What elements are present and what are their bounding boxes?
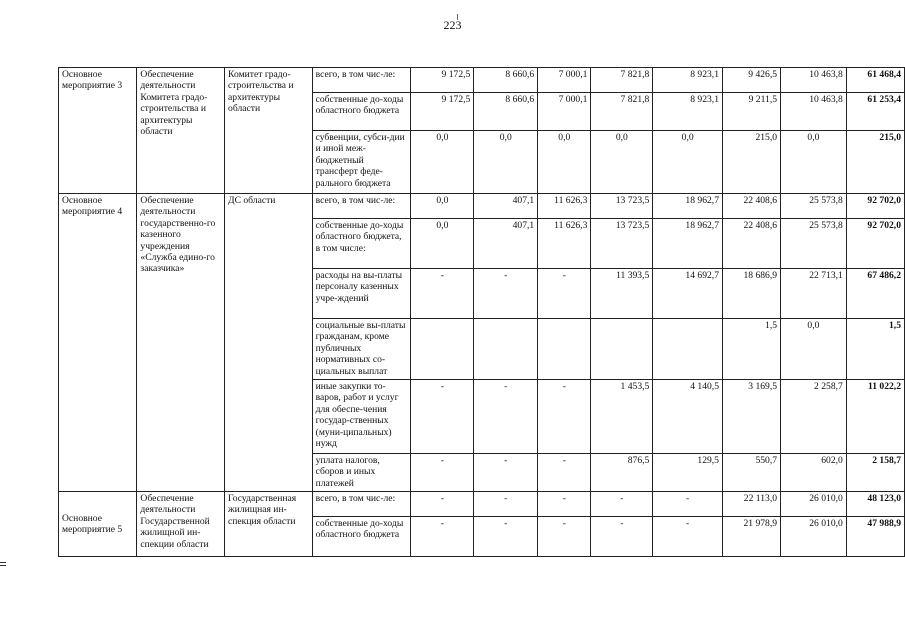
value-cell: 215,0 — [722, 131, 780, 194]
value-cell: 4 140,5 — [653, 380, 723, 454]
table-row — [59, 492, 905, 517]
funding-source: расходы на вы-платы персоналу казенных учре-ждений — [312, 269, 411, 319]
scan-edge-mark — [0, 562, 6, 566]
value-cell: - — [538, 517, 591, 557]
value-cell: 1,5 — [722, 319, 780, 380]
value-cell: 0,0 — [591, 131, 653, 194]
value-cell: - — [474, 517, 538, 557]
executor: Государственная жилищная ин-спекция области — [225, 492, 313, 557]
value-cell: 26 010,0 — [781, 492, 847, 517]
value-cell: 11 626,3 — [538, 219, 591, 269]
value-cell: - — [411, 492, 474, 517]
value-cell: 7 000,1 — [538, 68, 591, 93]
value-cell: 0,0 — [411, 219, 474, 269]
value-cell: - — [474, 380, 538, 454]
value-cell: 1 453,5 — [591, 380, 653, 454]
value-cell: 22 408,6 — [722, 194, 780, 219]
value-cell: - — [538, 269, 591, 319]
value-cell: 18 962,7 — [653, 219, 723, 269]
budget-table — [58, 67, 905, 557]
value-cell: 7 821,8 — [591, 93, 653, 131]
value-cell: 11 393,5 — [591, 269, 653, 319]
funding-source: собственные до-ходы областного бюджета — [312, 517, 411, 557]
value-cell: 21 978,9 — [722, 517, 780, 557]
value-cell: 0,0 — [411, 131, 474, 194]
value-cell: - — [591, 492, 653, 517]
value-cell: 22 713,1 — [781, 269, 847, 319]
value-cell: 602,0 — [781, 454, 847, 492]
value-cell: - — [538, 454, 591, 492]
page-number: 223 — [443, 18, 462, 32]
value-cell — [591, 319, 653, 380]
value-cell: 0,0 — [538, 131, 591, 194]
value-cell: 9 172,5 — [411, 93, 474, 131]
value-cell: - — [591, 517, 653, 557]
value-cell: 13 723,5 — [591, 194, 653, 219]
value-cell: 22 113,0 — [722, 492, 780, 517]
value-cell: 22 408,6 — [722, 219, 780, 269]
value-cell: 10 463,8 — [781, 68, 847, 93]
total-cell: 215,0 — [846, 131, 904, 194]
value-cell: 876,5 — [591, 454, 653, 492]
table-row — [59, 68, 905, 93]
measure-description: Обеспечение деятельности государственно-го казенного учреждения «Служба едино-го заказчика» — [137, 194, 225, 492]
value-cell: 0,0 — [474, 131, 538, 194]
value-cell: 0,0 — [781, 131, 847, 194]
total-cell: 48 123,0 — [846, 492, 904, 517]
value-cell — [474, 319, 538, 380]
measure-description: Обеспечение деятельности Государственной жилищной ин-спекции области — [137, 492, 225, 557]
funding-source: иные закупки то-варов, работ и услуг для обеспе-чения государ-ственных (муни-ципальных) нужд — [312, 380, 411, 454]
value-cell: 550,7 — [722, 454, 780, 492]
total-cell: 67 486,2 — [846, 269, 904, 319]
total-cell: 1,5 — [846, 319, 904, 380]
total-cell: 92 702,0 — [846, 194, 904, 219]
value-cell: 9 426,5 — [722, 68, 780, 93]
value-cell — [538, 319, 591, 380]
value-cell: 7 821,8 — [591, 68, 653, 93]
measure-name: Основное мероприятие 4 — [59, 194, 137, 492]
value-cell — [653, 319, 723, 380]
value-cell: - — [411, 269, 474, 319]
value-cell: 2 258,7 — [781, 380, 847, 454]
total-cell: 47 988,9 — [846, 517, 904, 557]
value-cell: 8 923,1 — [653, 68, 723, 93]
funding-source: всего, в том чис-ле: — [312, 492, 411, 517]
value-cell: 0,0 — [411, 194, 474, 219]
value-cell: 25 573,8 — [781, 194, 847, 219]
funding-source: уплата налогов, сборов и иных платежей — [312, 454, 411, 492]
value-cell: - — [474, 269, 538, 319]
measure-name: Основное мероприятие 5 — [59, 492, 137, 557]
total-cell: 61 468,4 — [846, 68, 904, 93]
value-cell: 10 463,8 — [781, 93, 847, 131]
value-cell: 8 923,1 — [653, 93, 723, 131]
value-cell: 18 962,7 — [653, 194, 723, 219]
executor: ДС области — [225, 194, 313, 492]
funding-source: всего, в том чис-ле: — [312, 194, 411, 219]
value-cell: 13 723,5 — [591, 219, 653, 269]
total-cell: 11 022,2 — [846, 380, 904, 454]
total-cell: 92 702,0 — [846, 219, 904, 269]
measure-name: Основное мероприятие 3 — [59, 68, 137, 194]
value-cell: - — [474, 454, 538, 492]
funding-source: собственные до-ходы областного бюджета, в том числе: — [312, 219, 411, 269]
measure-description: Обеспечение деятельности Комитета градо-строительства и архитектуры области — [137, 68, 225, 194]
value-cell: - — [411, 454, 474, 492]
executor: Комитет градо-строительства и архитектуры области — [225, 68, 313, 194]
value-cell: 407,1 — [474, 194, 538, 219]
value-cell: 11 626,3 — [538, 194, 591, 219]
value-cell: 3 169,5 — [722, 380, 780, 454]
value-cell: 7 000,1 — [538, 93, 591, 131]
value-cell: 8 660,6 — [474, 93, 538, 131]
value-cell: - — [653, 517, 723, 557]
value-cell: 0,0 — [781, 319, 847, 380]
value-cell: - — [474, 492, 538, 517]
value-cell: 25 573,8 — [781, 219, 847, 269]
value-cell: 9 211,5 — [722, 93, 780, 131]
value-cell: - — [411, 380, 474, 454]
value-cell: 129,5 — [653, 454, 723, 492]
total-cell: 61 253,4 — [846, 93, 904, 131]
value-cell: 26 010,0 — [781, 517, 847, 557]
table-row — [59, 194, 905, 219]
value-cell: 18 686,9 — [722, 269, 780, 319]
funding-source: собственные до-ходы областного бюджета — [312, 93, 411, 131]
value-cell: 0,0 — [653, 131, 723, 194]
value-cell: - — [538, 380, 591, 454]
total-cell: 2 158,7 — [846, 454, 904, 492]
value-cell: 14 692,7 — [653, 269, 723, 319]
value-cell: 8 660,6 — [474, 68, 538, 93]
value-cell — [411, 319, 474, 380]
value-cell: - — [653, 492, 723, 517]
value-cell: 9 172,5 — [411, 68, 474, 93]
value-cell: - — [538, 492, 591, 517]
funding-source: социальные вы-платы гражданам, кроме публичных нормативных со-циальных выплат — [312, 319, 411, 380]
value-cell: 407,1 — [474, 219, 538, 269]
funding-source: всего, в том чис-ле: — [312, 68, 411, 93]
funding-source: субвенции, субси-дии и иной меж-бюджетный трансферт феде-рального бюджета — [312, 131, 411, 194]
value-cell: - — [411, 517, 474, 557]
